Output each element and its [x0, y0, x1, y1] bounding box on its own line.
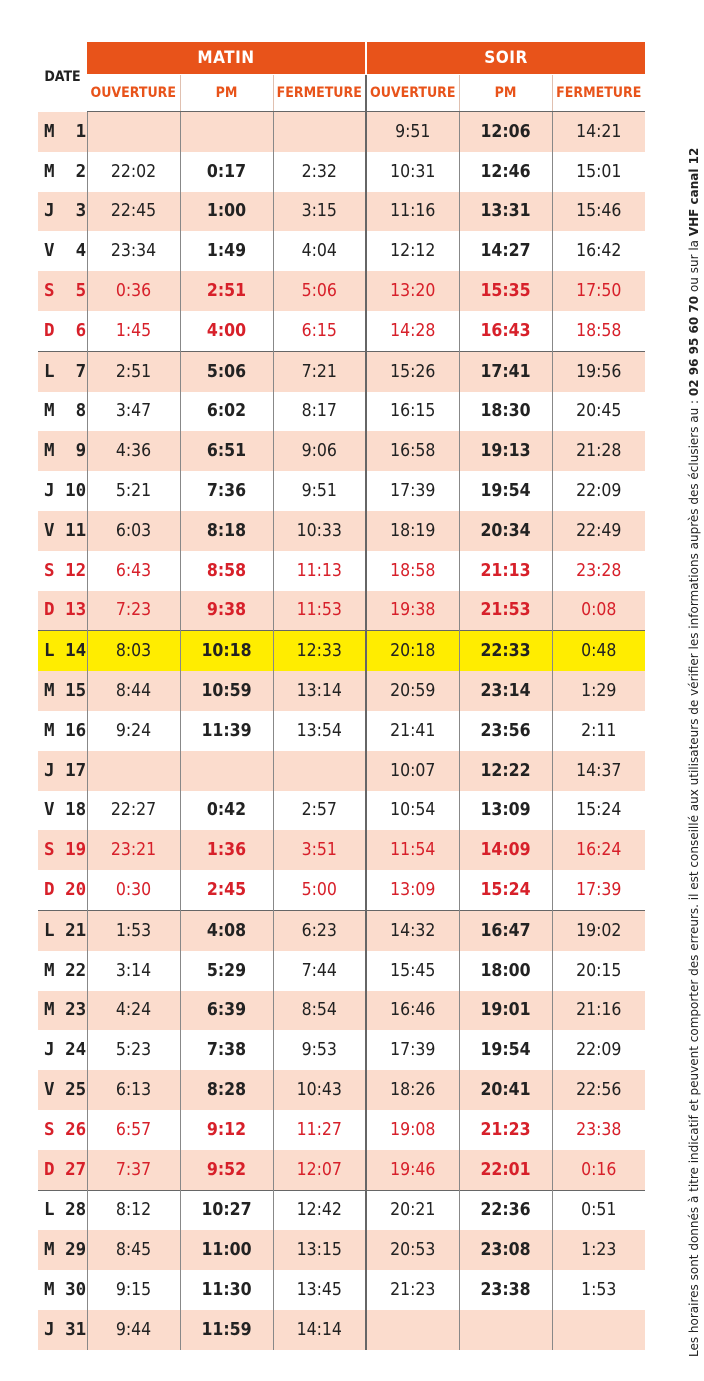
table-row [38, 951, 645, 991]
time-cell: 14:32 [366, 910, 459, 950]
time-cell: 16:24 [552, 830, 645, 870]
time-cell: 1:45 [87, 311, 180, 351]
time-cell: 15:24 [459, 870, 552, 910]
time-cell: 2:32 [273, 152, 366, 192]
time-cell: 6:43 [87, 551, 180, 591]
time-cell: 14:37 [552, 751, 645, 791]
day-label: J 24 [44, 1040, 87, 1061]
time-cell: 11:39 [180, 711, 273, 751]
time-cell: 5:23 [87, 1030, 180, 1070]
time-cell: 0:36 [87, 271, 180, 311]
time-cell: 19:54 [459, 1030, 552, 1070]
table-row [38, 1310, 645, 1350]
table-row [38, 751, 645, 791]
time-cell: 6:02 [180, 392, 273, 432]
time-cell: 6:57 [87, 1110, 180, 1150]
time-cell: 5:06 [273, 271, 366, 311]
table-row [38, 870, 645, 910]
time-cell: 15:35 [459, 271, 552, 311]
time-cell: 16:46 [366, 991, 459, 1031]
time-cell: 0:16 [552, 1150, 645, 1190]
time-cell: 7:23 [87, 591, 180, 631]
time-cell: 10:18 [180, 631, 273, 671]
day-label: S 19 [38, 830, 87, 870]
time-cell: 1:29 [552, 671, 645, 711]
table-row [38, 1270, 645, 1310]
time-cell: 12:42 [273, 1190, 366, 1230]
time-cell: 20:41 [459, 1070, 552, 1110]
table-row [38, 1110, 645, 1150]
time-cell: 11:00 [180, 1230, 273, 1270]
time-cell: 23:38 [552, 1110, 645, 1150]
time-cell: 3:47 [87, 392, 180, 432]
col-header: OUVERTURE [366, 75, 459, 112]
matin-group-header: MATIN [87, 42, 366, 75]
time-cell: 11:53 [273, 591, 366, 631]
table-row [38, 271, 645, 311]
time-cell: 9:44 [87, 1310, 180, 1350]
day-label: D 6 [44, 320, 87, 341]
schedule-body [38, 112, 645, 1350]
table-row [38, 910, 645, 950]
time-cell: 21:53 [459, 591, 552, 631]
time-cell: 8:44 [87, 671, 180, 711]
col-header: PM [459, 75, 552, 112]
time-cell: 19:13 [459, 431, 552, 471]
day-label: M 29 [38, 1230, 87, 1270]
time-cell: 0:30 [87, 870, 180, 910]
time-cell: 7:21 [273, 351, 366, 391]
day-label: J 3 [38, 192, 87, 232]
time-cell: 18:19 [366, 511, 459, 551]
time-cell: 4:36 [87, 431, 180, 471]
time-cell: 9:52 [180, 1150, 273, 1190]
time-cell: 17:39 [552, 870, 645, 910]
time-cell: 21:23 [459, 1110, 552, 1150]
time-cell: 8:54 [273, 991, 366, 1031]
time-cell: 19:01 [459, 991, 552, 1031]
time-cell: 6:23 [273, 910, 366, 950]
time-cell: 18:00 [459, 951, 552, 991]
time-cell: 9:24 [87, 711, 180, 751]
day-label: M 9 [38, 431, 87, 471]
disclaimer-mid: ou sur la [687, 236, 701, 296]
day-label: V 11 [38, 511, 87, 551]
table-row [38, 192, 645, 232]
time-cell: 22:33 [459, 631, 552, 671]
time-cell: 9:51 [366, 112, 459, 152]
time-cell: 16:58 [366, 431, 459, 471]
time-cell: 19:54 [459, 471, 552, 511]
time-cell: 15:26 [366, 351, 459, 391]
time-cell: 0:51 [552, 1190, 645, 1230]
table-row [38, 1190, 645, 1230]
time-cell: 22:09 [552, 471, 645, 511]
time-cell: 13:54 [273, 711, 366, 751]
col-header: OUVERTURE [87, 75, 180, 112]
time-cell: 14:09 [459, 830, 552, 870]
time-cell: 10:59 [180, 671, 273, 711]
table-row [38, 311, 645, 351]
time-cell: 10:07 [366, 751, 459, 791]
table-row [38, 431, 645, 471]
time-cell: 10:31 [366, 152, 459, 192]
time-cell [273, 751, 366, 791]
time-cell: 8:18 [180, 511, 273, 551]
time-cell: 23:14 [459, 671, 552, 711]
time-cell: 18:58 [552, 311, 645, 351]
time-cell: 10:54 [366, 791, 459, 831]
table-row [38, 511, 645, 551]
table-row [38, 830, 645, 870]
time-cell: 12:06 [459, 112, 552, 152]
day-label: D 27 [38, 1150, 87, 1190]
table-row [38, 1070, 645, 1110]
time-cell: 7:36 [180, 471, 273, 511]
time-cell [459, 1310, 552, 1350]
time-cell: 0:17 [180, 152, 273, 192]
time-cell [366, 1310, 459, 1350]
time-cell: 6:15 [273, 311, 366, 351]
vhf-channel: VHF canal 12 [687, 147, 701, 237]
time-cell: 22:36 [459, 1190, 552, 1230]
time-cell: 9:38 [180, 591, 273, 631]
time-cell: 11:16 [366, 192, 459, 232]
time-cell: 14:27 [459, 231, 552, 271]
time-cell: 2:45 [180, 870, 273, 910]
time-cell: 12:12 [366, 231, 459, 271]
time-cell: 9:12 [180, 1110, 273, 1150]
day-label: J 10 [44, 481, 87, 502]
time-cell: 16:42 [552, 231, 645, 271]
time-cell: 11:27 [273, 1110, 366, 1150]
disclaimer-text: Les horaires sont donnés à titre indicatif et peuvent comporter des erreurs. il est conseillé aux utilisateurs de vérifier les informations auprès des éclusiers au : [687, 396, 701, 1357]
time-cell: 14:21 [552, 112, 645, 152]
time-cell: 9:51 [273, 471, 366, 511]
time-cell: 19:38 [366, 591, 459, 631]
day-label: V 18 [44, 800, 87, 821]
time-cell: 4:00 [180, 311, 273, 351]
phone-number: 02 96 95 60 70 [687, 295, 701, 397]
time-cell: 19:08 [366, 1110, 459, 1150]
table-row [38, 631, 645, 671]
time-cell: 19:46 [366, 1150, 459, 1190]
table-row [38, 791, 645, 831]
time-cell: 23:56 [459, 711, 552, 751]
time-cell: 3:51 [273, 830, 366, 870]
table-row [38, 112, 645, 152]
time-cell: 4:24 [87, 991, 180, 1031]
time-cell: 20:34 [459, 511, 552, 551]
time-cell: 10:27 [180, 1190, 273, 1230]
day-label: L 28 [38, 1190, 87, 1230]
time-cell: 13:15 [273, 1230, 366, 1270]
time-cell: 17:50 [552, 271, 645, 311]
day-label: L 7 [38, 351, 87, 391]
time-cell: 3:15 [273, 192, 366, 232]
time-cell: 6:39 [180, 991, 273, 1031]
time-cell: 10:33 [273, 511, 366, 551]
time-cell: 18:58 [366, 551, 459, 591]
time-cell: 13:20 [366, 271, 459, 311]
time-cell: 5:21 [87, 471, 180, 511]
time-cell: 7:37 [87, 1150, 180, 1190]
day-label: M 15 [38, 671, 87, 711]
time-cell: 17:39 [366, 1030, 459, 1070]
day-label: M 30 [44, 1280, 87, 1300]
time-cell: 12:33 [273, 631, 366, 671]
day-label: J 31 [38, 1310, 87, 1350]
time-cell: 1:53 [87, 910, 180, 950]
time-cell: 7:44 [273, 951, 366, 991]
time-cell: 12:07 [273, 1150, 366, 1190]
time-cell: 2:57 [273, 791, 366, 831]
time-cell: 1:36 [180, 830, 273, 870]
day-label: J 17 [38, 751, 87, 791]
time-cell: 8:45 [87, 1230, 180, 1270]
day-label: S 12 [44, 560, 87, 581]
day-label: S 26 [44, 1119, 87, 1140]
time-cell: 9:53 [273, 1030, 366, 1070]
col-header: PM [180, 75, 273, 112]
time-cell: 3:14 [87, 951, 180, 991]
soir-group-header: SOIR [366, 42, 645, 75]
time-cell [552, 1310, 645, 1350]
day-label: L 14 [38, 631, 87, 671]
day-label: M 23 [38, 991, 87, 1031]
day-label: D 20 [44, 880, 87, 901]
time-cell: 6:51 [180, 431, 273, 471]
table-row [38, 351, 645, 391]
time-cell: 2:51 [87, 351, 180, 391]
time-cell: 19:02 [552, 910, 645, 950]
time-cell: 5:00 [273, 870, 366, 910]
time-cell: 9:06 [273, 431, 366, 471]
tide-schedule-table [38, 42, 645, 1350]
time-cell: 13:09 [366, 870, 459, 910]
table-row [38, 991, 645, 1031]
time-cell [87, 112, 180, 152]
time-cell: 13:09 [459, 791, 552, 831]
time-cell: 5:06 [180, 351, 273, 391]
time-cell: 14:14 [273, 1310, 366, 1350]
day-label: M 16 [44, 720, 87, 741]
time-cell: 20:53 [366, 1230, 459, 1270]
day-label: V 4 [44, 241, 87, 262]
table-row [38, 471, 645, 511]
date-column-header: DATE [38, 42, 87, 112]
time-cell: 23:21 [87, 830, 180, 870]
time-cell: 23:08 [459, 1230, 552, 1270]
time-cell: 10:43 [273, 1070, 366, 1110]
col-header: FERMETURE [552, 75, 645, 112]
time-cell [180, 112, 273, 152]
time-cell: 13:45 [273, 1270, 366, 1310]
time-cell: 15:24 [552, 791, 645, 831]
table-row [38, 1030, 645, 1070]
table-row [38, 231, 645, 271]
time-cell: 17:39 [366, 471, 459, 511]
time-cell [180, 751, 273, 791]
time-cell: 6:03 [87, 511, 180, 551]
time-cell: 21:41 [366, 711, 459, 751]
time-cell: 7:38 [180, 1030, 273, 1070]
table-row [38, 591, 645, 631]
time-cell: 12:46 [459, 152, 552, 192]
time-cell: 22:56 [552, 1070, 645, 1110]
time-cell: 9:15 [87, 1270, 180, 1310]
time-cell: 21:23 [366, 1270, 459, 1310]
col-header: FERMETURE [273, 75, 366, 112]
time-cell: 1:23 [552, 1230, 645, 1270]
time-cell: 1:49 [180, 231, 273, 271]
disclaimer-note [687, 37, 701, 1357]
time-cell: 16:15 [366, 392, 459, 432]
time-cell: 16:43 [459, 311, 552, 351]
time-cell: 15:45 [366, 951, 459, 991]
day-label: M 22 [44, 960, 87, 981]
time-cell: 8:12 [87, 1190, 180, 1230]
time-cell: 21:13 [459, 551, 552, 591]
time-cell: 20:15 [552, 951, 645, 991]
day-label: V 25 [38, 1070, 87, 1110]
time-cell: 22:02 [87, 152, 180, 192]
time-cell: 11:30 [180, 1270, 273, 1310]
time-cell: 8:17 [273, 392, 366, 432]
time-cell [87, 751, 180, 791]
day-label: M 2 [44, 161, 87, 182]
time-cell: 23:28 [552, 551, 645, 591]
time-cell: 17:41 [459, 351, 552, 391]
table-row [38, 671, 645, 711]
time-cell: 8:03 [87, 631, 180, 671]
time-cell: 13:14 [273, 671, 366, 711]
time-cell: 11:13 [273, 551, 366, 591]
time-cell: 4:08 [180, 910, 273, 950]
time-cell: 0:48 [552, 631, 645, 671]
time-cell: 22:27 [87, 791, 180, 831]
time-cell: 1:53 [552, 1270, 645, 1310]
time-cell: 6:13 [87, 1070, 180, 1110]
time-cell: 23:38 [459, 1270, 552, 1310]
time-cell: 11:54 [366, 830, 459, 870]
table-row [38, 392, 645, 432]
time-cell: 18:30 [459, 392, 552, 432]
time-cell: 22:09 [552, 1030, 645, 1070]
time-cell: 23:34 [87, 231, 180, 271]
time-cell: 20:45 [552, 392, 645, 432]
time-cell: 22:45 [87, 192, 180, 232]
time-cell: 14:28 [366, 311, 459, 351]
time-cell: 12:22 [459, 751, 552, 791]
time-cell: 1:00 [180, 192, 273, 232]
time-cell: 21:16 [552, 991, 645, 1031]
time-cell: 21:28 [552, 431, 645, 471]
time-cell: 0:08 [552, 591, 645, 631]
table-row [38, 1150, 645, 1190]
time-cell: 20:21 [366, 1190, 459, 1230]
day-label: D 13 [38, 591, 87, 631]
time-cell: 4:04 [273, 231, 366, 271]
time-cell: 15:46 [552, 192, 645, 232]
table-row [38, 551, 645, 591]
day-label: S 5 [38, 271, 87, 311]
time-cell: 8:58 [180, 551, 273, 591]
time-cell: 13:31 [459, 192, 552, 232]
time-cell: 2:51 [180, 271, 273, 311]
time-cell: 11:59 [180, 1310, 273, 1350]
time-cell: 19:56 [552, 351, 645, 391]
day-label: M 8 [44, 401, 87, 422]
table-row [38, 711, 645, 751]
table-row [38, 152, 645, 192]
time-cell: 18:26 [366, 1070, 459, 1110]
table-row [38, 1230, 645, 1270]
time-cell: 22:49 [552, 511, 645, 551]
time-cell: 2:11 [552, 711, 645, 751]
time-cell: 20:18 [366, 631, 459, 671]
day-label: L 21 [38, 910, 87, 950]
time-cell [273, 112, 366, 152]
time-cell: 16:47 [459, 910, 552, 950]
time-cell: 5:29 [180, 951, 273, 991]
time-cell: 15:01 [552, 152, 645, 192]
time-cell: 8:28 [180, 1070, 273, 1110]
day-label: M 1 [38, 112, 87, 152]
time-cell: 20:59 [366, 671, 459, 711]
time-cell: 0:42 [180, 791, 273, 831]
time-cell: 22:01 [459, 1150, 552, 1190]
